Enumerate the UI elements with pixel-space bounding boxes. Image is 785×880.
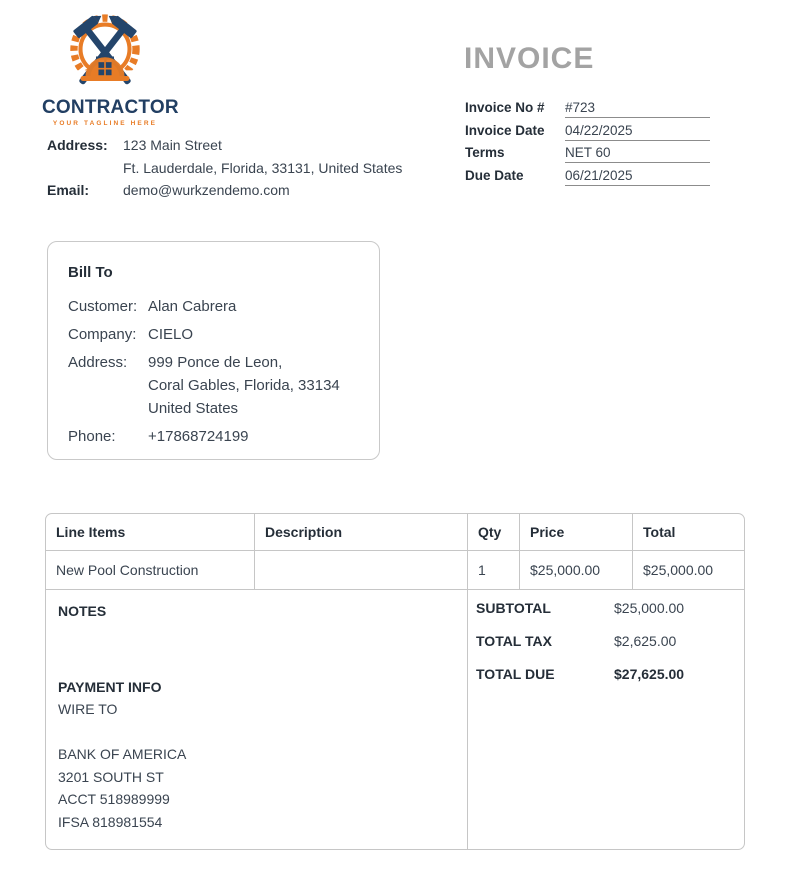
due-date-row xyxy=(465,168,710,186)
total-tax-value: $2,625.00 xyxy=(614,633,677,649)
customer-company: CIELO xyxy=(148,326,194,343)
item-description-cell xyxy=(255,551,468,589)
bill-to-card xyxy=(47,241,380,460)
item-name-cell: New Pool Construction xyxy=(46,551,255,589)
company-address-value xyxy=(123,134,402,180)
brand-name: CONTRACTOR xyxy=(42,97,179,118)
total-due-value: $27,625.00 xyxy=(614,666,685,682)
customer-address-label: Address: xyxy=(68,354,128,371)
customer-address-line2: Coral Gables, Florida, 33134 xyxy=(148,377,340,394)
company-address-line2: Ft. Lauderdale, Florida, 33131, United States xyxy=(123,160,403,176)
terms-value: NET 60 xyxy=(565,145,710,163)
brand-tagline: YOUR TAGLINE HERE xyxy=(52,120,158,127)
invoice-date-label: Invoice Date xyxy=(465,122,545,138)
totals-section xyxy=(468,590,744,849)
due-date-value: 06/21/2025 xyxy=(565,168,710,186)
notes-title: NOTES xyxy=(58,603,107,619)
total-tax-label: TOTAL TAX xyxy=(476,633,552,649)
customer-phone-label: Phone: xyxy=(68,428,116,445)
customer-address-row xyxy=(68,351,359,420)
customer-phone-row xyxy=(68,425,359,448)
customer-company-label: Company: xyxy=(68,326,137,343)
company-email-row xyxy=(47,179,402,202)
total-due-row xyxy=(476,666,736,682)
customer-row xyxy=(68,295,359,318)
company-address-row xyxy=(47,134,402,180)
invoice-date-row xyxy=(465,123,710,141)
item-qty-cell: 1 xyxy=(468,551,520,589)
invoice-title: INVOICE xyxy=(464,42,595,75)
invoice-number-row xyxy=(465,100,710,118)
subtotal-row xyxy=(476,600,736,616)
payment-line: BANK OF AMERICA xyxy=(58,746,187,762)
total-tax-row xyxy=(476,633,736,649)
header-qty: Qty xyxy=(468,514,520,550)
customer-name: Alan Cabrera xyxy=(148,298,237,315)
payment-line: WIRE TO xyxy=(58,701,118,717)
customer-company-row xyxy=(68,323,359,346)
item-price-cell: $25,000.00 xyxy=(520,551,633,589)
table-footer-section xyxy=(46,590,744,849)
total-due-label: TOTAL DUE xyxy=(476,666,555,682)
customer-address xyxy=(148,351,340,420)
header-total: Total xyxy=(643,524,676,540)
contractor-logo-icon xyxy=(56,10,154,98)
terms-label: Terms xyxy=(465,145,505,160)
invoice-number-value: #723 xyxy=(565,100,710,118)
payment-line: IFSA 818981554 xyxy=(58,813,163,830)
due-date-label: Due Date xyxy=(465,167,524,183)
table-row xyxy=(46,551,744,590)
customer-address-line1: 999 Ponce de Leon, xyxy=(148,354,283,371)
invoice-date-value: 04/22/2025 xyxy=(565,123,710,141)
terms-row xyxy=(465,145,710,163)
header-line-items: Line Items xyxy=(46,514,255,550)
payment-line: 3201 SOUTH ST xyxy=(58,768,164,785)
header-description: Description xyxy=(255,514,468,550)
company-contact xyxy=(47,134,402,202)
company-logo xyxy=(42,10,179,127)
invoice-number-label: Invoice No # xyxy=(465,100,545,115)
customer-label: Customer: xyxy=(68,298,138,315)
payment-line: ACCT 518989999 xyxy=(58,791,170,807)
line-items-table xyxy=(45,513,745,850)
company-email-value: demo@wurkzendemo.com xyxy=(123,182,290,198)
company-address-line1: 123 Main Street xyxy=(123,137,222,153)
notes-section xyxy=(46,590,468,849)
item-total-cell: $25,000.00 xyxy=(643,562,714,578)
bill-to-title: Bill To xyxy=(68,264,113,281)
subtotal-label: SUBTOTAL xyxy=(476,600,551,616)
company-email-label: Email: xyxy=(47,182,90,198)
subtotal-value: $25,000.00 xyxy=(614,600,685,616)
table-header-row xyxy=(46,514,744,551)
company-address-label: Address: xyxy=(47,137,108,153)
header-price: Price xyxy=(520,514,633,550)
payment-line xyxy=(58,721,455,744)
customer-address-line3: United States xyxy=(148,400,239,417)
customer-phone: +17868724199 xyxy=(148,428,249,445)
payment-info-title: PAYMENT INFO xyxy=(58,679,162,695)
invoice-meta xyxy=(465,100,710,190)
